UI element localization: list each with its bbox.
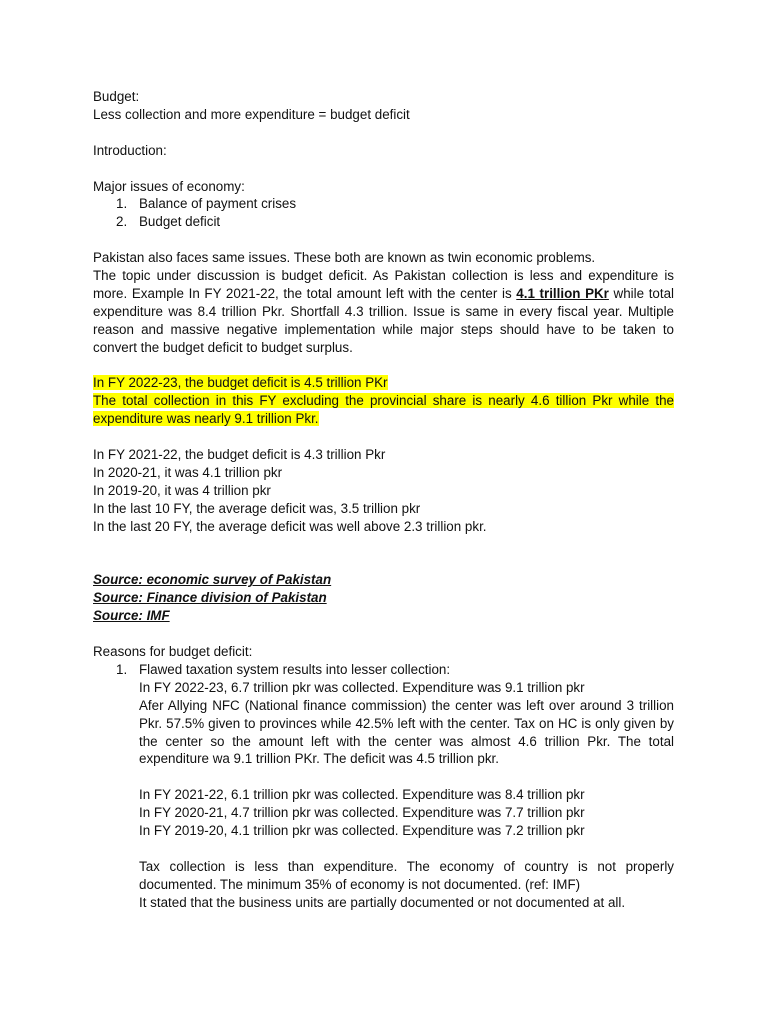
list-item — [93, 661, 674, 679]
reason-line: In FY 2022-23, 6.7 trillion pkr was collected. Expenditure was 9.1 trillion pkr — [139, 679, 585, 695]
collection-line: In FY 2019-20, 4.1 trillion pkr was collected. Expenditure was 7.2 trillion pkr — [139, 823, 585, 839]
deficit-line: In the last 20 FY, the average deficit was well above 2.3 trillion pkr. — [93, 518, 487, 534]
spacer — [139, 768, 674, 786]
source-text: Source: IMF — [93, 608, 170, 624]
deficit-line: In 2020-21, it was 4.1 trillion pkr — [93, 464, 283, 480]
collection-line: In FY 2020-21, 4.7 trillion pkr was collected. Expenditure was 7.7 trillion pkr — [139, 805, 585, 821]
list-number: 2. — [116, 214, 128, 230]
spacer — [93, 124, 674, 142]
budget-heading: Budget: — [93, 89, 140, 104]
reason-details — [93, 679, 674, 912]
source-line — [93, 607, 674, 625]
list-item — [93, 213, 674, 231]
budget-formula: Less collection and more expenditure = budget deficit — [93, 106, 410, 122]
highlight-line-1 — [93, 374, 674, 392]
spacer — [93, 357, 674, 375]
reasons-list — [93, 661, 674, 679]
nfc-paragraph: Afer Allying NFC (National finance commission) the center was left over around 3 trillion Pkr. 57.5% given to provinces while 42.5% left with the center. Tax on HC is only given by the center so the amount left with the center was almost 4.6 trillion Pkr. The total expenditure wa 9.1 trillion PKr. The deficit was 4.5 trillion pkr. — [139, 697, 674, 767]
spacer — [93, 553, 674, 571]
collection-line: In FY 2021-22, 6.1 trillion pkr was collected. Expenditure was 8.4 trillion pkr — [139, 787, 585, 803]
list-item-text: Balance of payment crises — [139, 196, 297, 212]
major-issues-list — [93, 195, 674, 231]
reasons-heading: Reasons for budget deficit: — [93, 643, 253, 659]
highlighted-text: In FY 2022-23, the budget deficit is 4.5 trillion PKr — [93, 375, 388, 391]
list-item — [93, 195, 674, 213]
spacer — [93, 231, 674, 249]
topic-text-end: while total expenditure was 8.4 trillion Pkr. Shortfall 4.3 trillion. Issue is same in every fiscal year. Multiple reason and massive negative implementation while major steps should have to be taken to convert the budget deficit to budget surplus. — [93, 285, 675, 355]
highlight-line-2 — [93, 392, 674, 428]
deficit-line: In FY 2021-22, the budget deficit is 4.3 trillion Pkr — [93, 447, 386, 463]
reason-title: Flawed taxation system results into lesser collection: — [139, 661, 451, 677]
document-body — [93, 88, 674, 912]
source-line — [93, 589, 674, 607]
list-item-text: Budget deficit — [139, 214, 221, 230]
business-line: It stated that the business units are partially documented or not documented at all. — [139, 894, 626, 910]
list-number: 1. — [116, 196, 128, 212]
highlighted-text: The total collection in this FY excluding the provincial share is nearly 4.6 tillion Pkr while the expenditure was nearly 9.1 trillion Pkr. — [93, 393, 674, 427]
source-text: Source: economic survey of Pakistan — [93, 572, 332, 588]
deficit-line: In the last 10 FY, the average deficit was, 3.5 trillion pkr — [93, 500, 421, 516]
spacer — [93, 536, 674, 554]
source-text: Source: Finance division of Pakistan — [93, 590, 327, 606]
twin-problems-line: Pakistan also faces same issues. These both are known as twin economic problems. — [93, 250, 596, 266]
spacer — [93, 160, 674, 178]
introduction-heading: Introduction: — [93, 142, 167, 158]
list-number: 1. — [116, 661, 128, 677]
major-issues-heading: Major issues of economy: — [93, 178, 245, 194]
spacer — [93, 428, 674, 446]
source-line — [93, 571, 674, 589]
deficit-line: In 2019-20, it was 4 trillion pkr — [93, 482, 271, 498]
topic-paragraph — [93, 267, 674, 357]
tax-paragraph: Tax collection is less than expenditure. The economy of country is not properly documented. The minimum 35% of economy is not documented. (ref: IMF) — [139, 858, 674, 892]
spacer — [93, 625, 674, 643]
topic-bold-amount: 4.1 trillion PKr — [516, 285, 609, 301]
topic-text-start: The topic under discussion is budget deficit. As Pakistan collection is less and expenditure is more. Example In FY 2021-22, the total amount left with the center is — [93, 268, 674, 301]
spacer — [139, 840, 674, 858]
